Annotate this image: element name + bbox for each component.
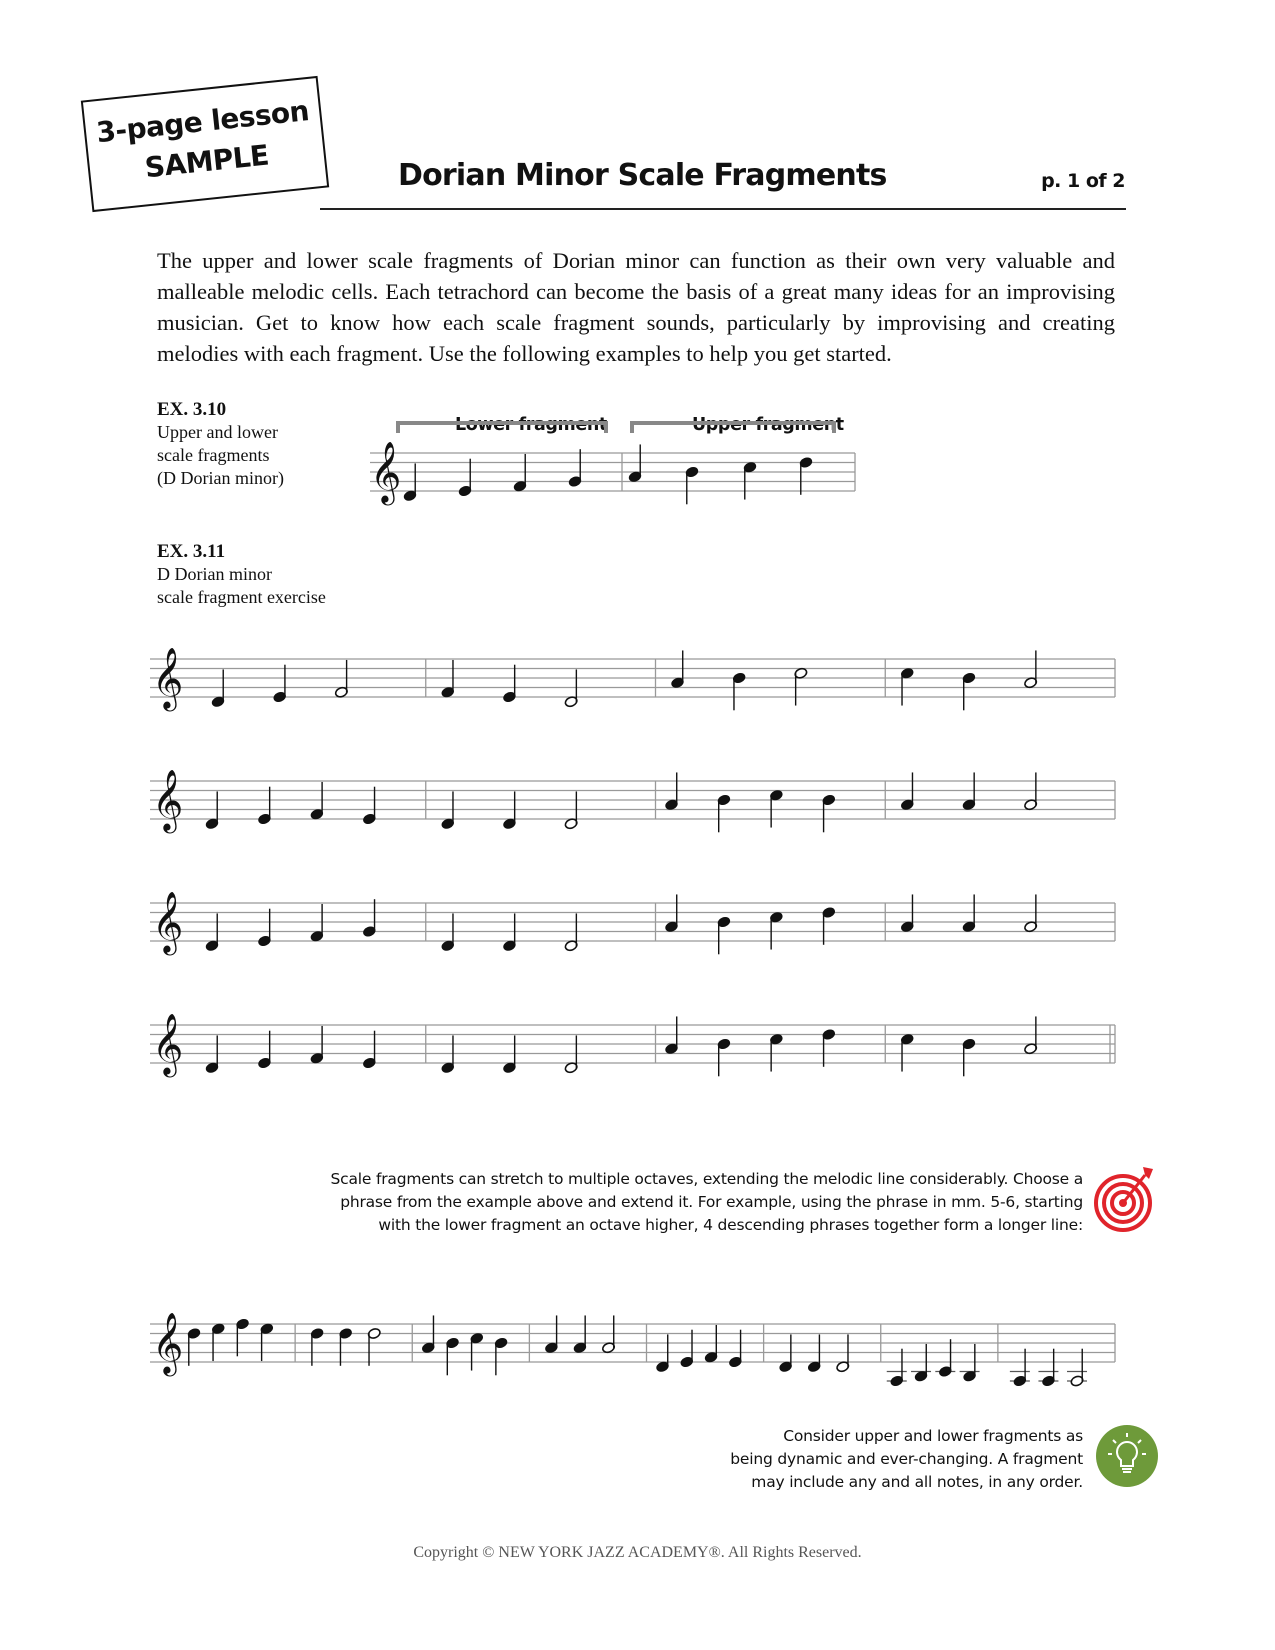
caption-line: D Dorian minor	[157, 564, 272, 584]
stamp-line-1: 3-page lesson	[94, 94, 311, 150]
caption-line: Upper and lower	[157, 422, 278, 442]
tip-line: may include any and all notes, in any order.	[751, 1473, 1083, 1491]
stamp-line-2: SAMPLE	[143, 138, 271, 185]
svg-text:𝄞: 𝄞	[152, 1013, 184, 1076]
target-icon	[1093, 1163, 1157, 1233]
tip-line: being dynamic and ever-changing. A fragment	[730, 1450, 1083, 1468]
exercise-staff-3	[150, 879, 1125, 969]
title-divider	[320, 208, 1126, 210]
upper-fragment-label: Upper fragment	[692, 415, 844, 435]
caption-line: scale fragments	[157, 445, 270, 465]
note-line: Scale fragments can stretch to multiple octaves, extending the melodic line considerably. Choose a	[330, 1170, 1083, 1188]
svg-text:𝄞: 𝄞	[152, 769, 184, 832]
example-3-10-label	[157, 398, 284, 490]
lower-fragment-label: Lower fragment	[455, 415, 607, 435]
page-title: Dorian Minor Scale Fragments	[398, 158, 887, 193]
example-3-10-staff	[370, 435, 900, 535]
svg-text:𝄞: 𝄞	[152, 647, 184, 710]
copyright-footer: Copyright © NEW YORK JAZZ ACADEMY®. All Rights Reserved.	[413, 1544, 862, 1561]
exercise-staff-1	[150, 635, 1125, 725]
exercise-staff-2	[150, 757, 1125, 847]
lightbulb-icon	[1095, 1424, 1159, 1488]
intro-paragraph: The upper and lower scale fragments of Dorian minor can function as their own very valuable and malleable melodic cells. Each tetrachord can become the basis of a great many ideas for an improvising musician. Get to know how each scale fragment sounds, particularly by improvising and creating melodies with each fragment. Use the following examples to help you get started.	[157, 248, 1115, 366]
example-number: EX. 3.10	[157, 399, 227, 420]
extension-note	[283, 1168, 1083, 1237]
exercise-staff-4	[150, 1001, 1125, 1091]
note-line: with the lower fragment an octave higher, 4 descending phrases together form a longer line:	[378, 1216, 1083, 1234]
extended-line-staff	[150, 1300, 1125, 1400]
tip-note	[583, 1425, 1083, 1494]
tip-line: Consider upper and lower fragments as	[783, 1427, 1083, 1445]
example-number: EX. 3.11	[157, 541, 226, 562]
caption-line: (D Dorian minor)	[157, 468, 284, 488]
note-line: phrase from the example above and extend it. For example, using the phrase in mm. 5-6, starting	[340, 1193, 1083, 1211]
caption-line: scale fragment exercise	[157, 587, 326, 607]
svg-text:𝄞: 𝄞	[370, 441, 402, 504]
page-number: p. 1 of 2	[1041, 170, 1125, 192]
svg-text:𝄞: 𝄞	[152, 1312, 184, 1375]
example-3-11-label	[157, 540, 326, 609]
svg-text:𝄞: 𝄞	[152, 891, 184, 954]
sample-stamp	[81, 76, 329, 212]
